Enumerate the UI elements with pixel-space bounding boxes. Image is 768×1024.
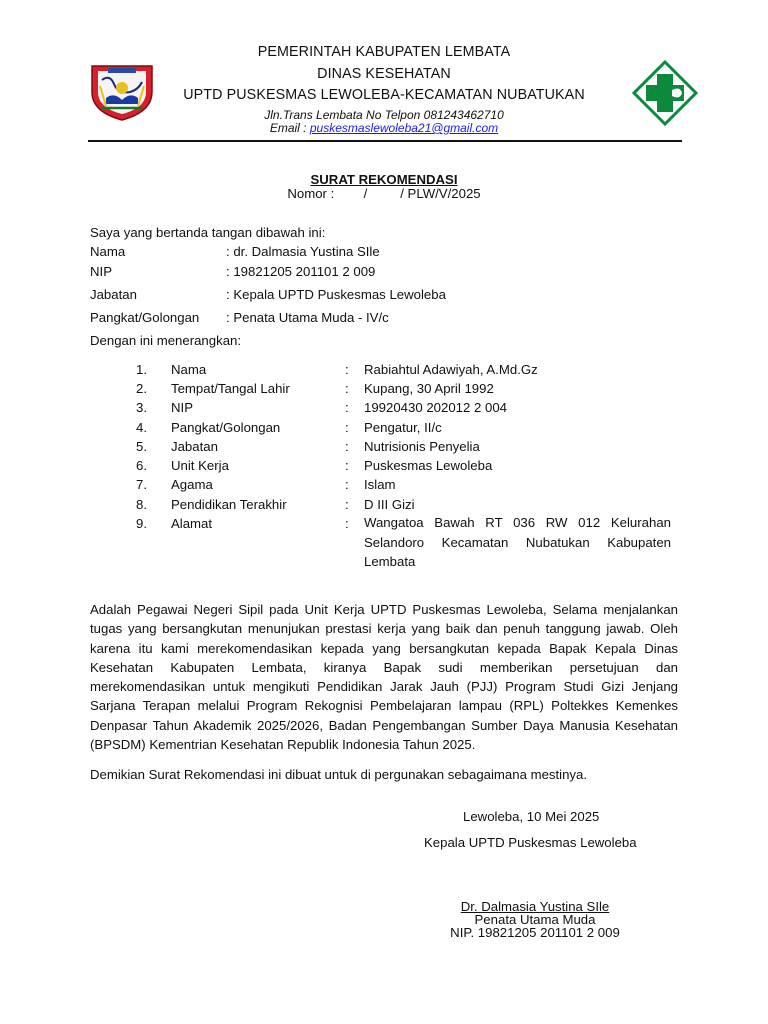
item-number: 2. — [136, 381, 147, 396]
item-value: Pengatur, II/c — [364, 420, 442, 435]
signer-value: : Penata Utama Muda - IV/c — [226, 310, 389, 325]
item-number: 7. — [136, 477, 147, 492]
item-value: Islam — [364, 477, 396, 492]
item-label: Pendidikan Terakhir — [171, 497, 287, 512]
header-institution: UPTD PUSKESMAS LEWOLEBA-KECAMATAN NUBATUKAN — [183, 87, 585, 103]
signer-value: : dr. Dalmasia Yustina SIle — [226, 244, 380, 259]
item-number: 9. — [136, 516, 147, 531]
item-colon: : — [345, 516, 349, 531]
item-number: 5. — [136, 439, 147, 454]
puskesmas-cross-logo-icon — [632, 60, 698, 126]
explain-text: Dengan ini menerangkan: — [90, 333, 242, 348]
item-value-address: Wangatoa Bawah RT 036 RW 012 Kelurahan Selandoro Kecamatan Nubatukan Kabupaten Lembata — [364, 515, 671, 569]
signer-position: Kepala UPTD Puskesmas Lewoleba — [424, 835, 637, 850]
email-link[interactable]: puskesmaslewoleba21@gmail.com — [309, 121, 499, 135]
item-colon: : — [345, 439, 349, 454]
item-colon: : — [345, 497, 349, 512]
item-label: Agama — [171, 477, 213, 492]
header-address: Jln.Trans Lembata No Telpon 081243462710 — [264, 108, 504, 122]
item-number: 3. — [136, 400, 147, 415]
item-number: 8. — [136, 497, 147, 512]
item-colon: : — [345, 362, 349, 377]
item-number: 1. — [136, 362, 147, 377]
intro-text: Saya yang bertanda tangan dibawah ini: — [90, 225, 326, 240]
header-divider — [88, 140, 682, 142]
item-label: Pangkat/Golongan — [171, 420, 281, 435]
item-value: Rabiahtul Adawiyah, A.Md.Gz — [364, 362, 538, 377]
item-number: 6. — [136, 458, 147, 473]
signer-rank: Penata Utama Muda — [474, 912, 596, 927]
item-colon: : — [345, 458, 349, 473]
item-value: Kupang, 30 April 1992 — [364, 381, 494, 396]
header-government: PEMERINTAH KABUPATEN LEMBATA — [257, 44, 511, 60]
place-date: Lewoleba, 10 Mei 2025 — [463, 809, 600, 824]
item-value: Nutrisionis Penyelia — [364, 439, 480, 454]
item-label: Tempat/Tangal Lahir — [171, 381, 290, 396]
item-label: NIP — [171, 400, 193, 415]
header-department: DINAS KESEHATAN — [317, 66, 451, 82]
signer-nip: NIP. 19821205 201101 2 009 — [450, 925, 620, 940]
signer-label: NIP — [90, 264, 112, 279]
item-colon: : — [345, 381, 349, 396]
signer-label: Jabatan — [90, 287, 137, 302]
lembata-regency-emblem-icon — [90, 62, 154, 122]
signer-label: Nama — [90, 244, 126, 259]
signer-value: : 19821205 201101 2 009 — [226, 264, 376, 279]
closing-text: Demikian Surat Rekomendasi ini dibuat untuk di pergunakan sebagaimana mestinya. — [90, 767, 588, 782]
letter-number: Nomor : / / PLW/V/2025 — [287, 186, 481, 201]
body-paragraph: Adalah Pegawai Negeri Sipil pada Unit Kerja UPTD Puskesmas Lewoleba, Selama menjalankan tugas yang bersangkutan menunjukan prestasi kerja yang baik dan penuh tanggung jawab. Oleh karena itu kami merekomendasikan kepada yang bersangkutan kepada Bapak Kepala Dinas Kesehatan Kabupaten Lembata, kiranya Bapak sudi memberikan persetujuan dan merekomendasikan untuk mengikuti Pendidikan Jarak Jauh (PJJ) Program Studi Gizi Jenjang Sarjana Terapan melalui Program Rekognisi Pembelajaran lampau (RPL) Poltekkes Kemenkes Denpasar Tahun Akademik 2025/2026, Badan Pengembangan Sumber Daya Manusia Kesehatan (BPSDM) Kementrian Kesehatan Republik Indonesia Tahun 2025. — [90, 602, 678, 753]
item-colon: : — [345, 420, 349, 435]
item-label: Alamat — [171, 516, 213, 531]
item-number: 4. — [136, 420, 147, 435]
email-label: Email : — [269, 121, 310, 135]
item-label: Nama — [171, 362, 207, 377]
header-email-line — [150, 121, 618, 135]
item-colon: : — [345, 400, 349, 415]
item-value: 19920430 202012 2 004 — [364, 400, 508, 415]
signer-name: Dr. Dalmasia Yustina SIle — [460, 899, 610, 914]
signer-label: Pangkat/Golongan — [90, 310, 200, 325]
item-label: Unit Kerja — [171, 458, 229, 473]
item-value: Puskesmas Lewoleba — [364, 458, 493, 473]
item-label: Jabatan — [171, 439, 218, 454]
letter-title: SURAT REKOMENDASI — [310, 172, 458, 187]
signer-value: : Kepala UPTD Puskesmas Lewoleba — [226, 287, 446, 302]
item-value: D III Gizi — [364, 497, 415, 512]
item-colon: : — [345, 477, 349, 492]
